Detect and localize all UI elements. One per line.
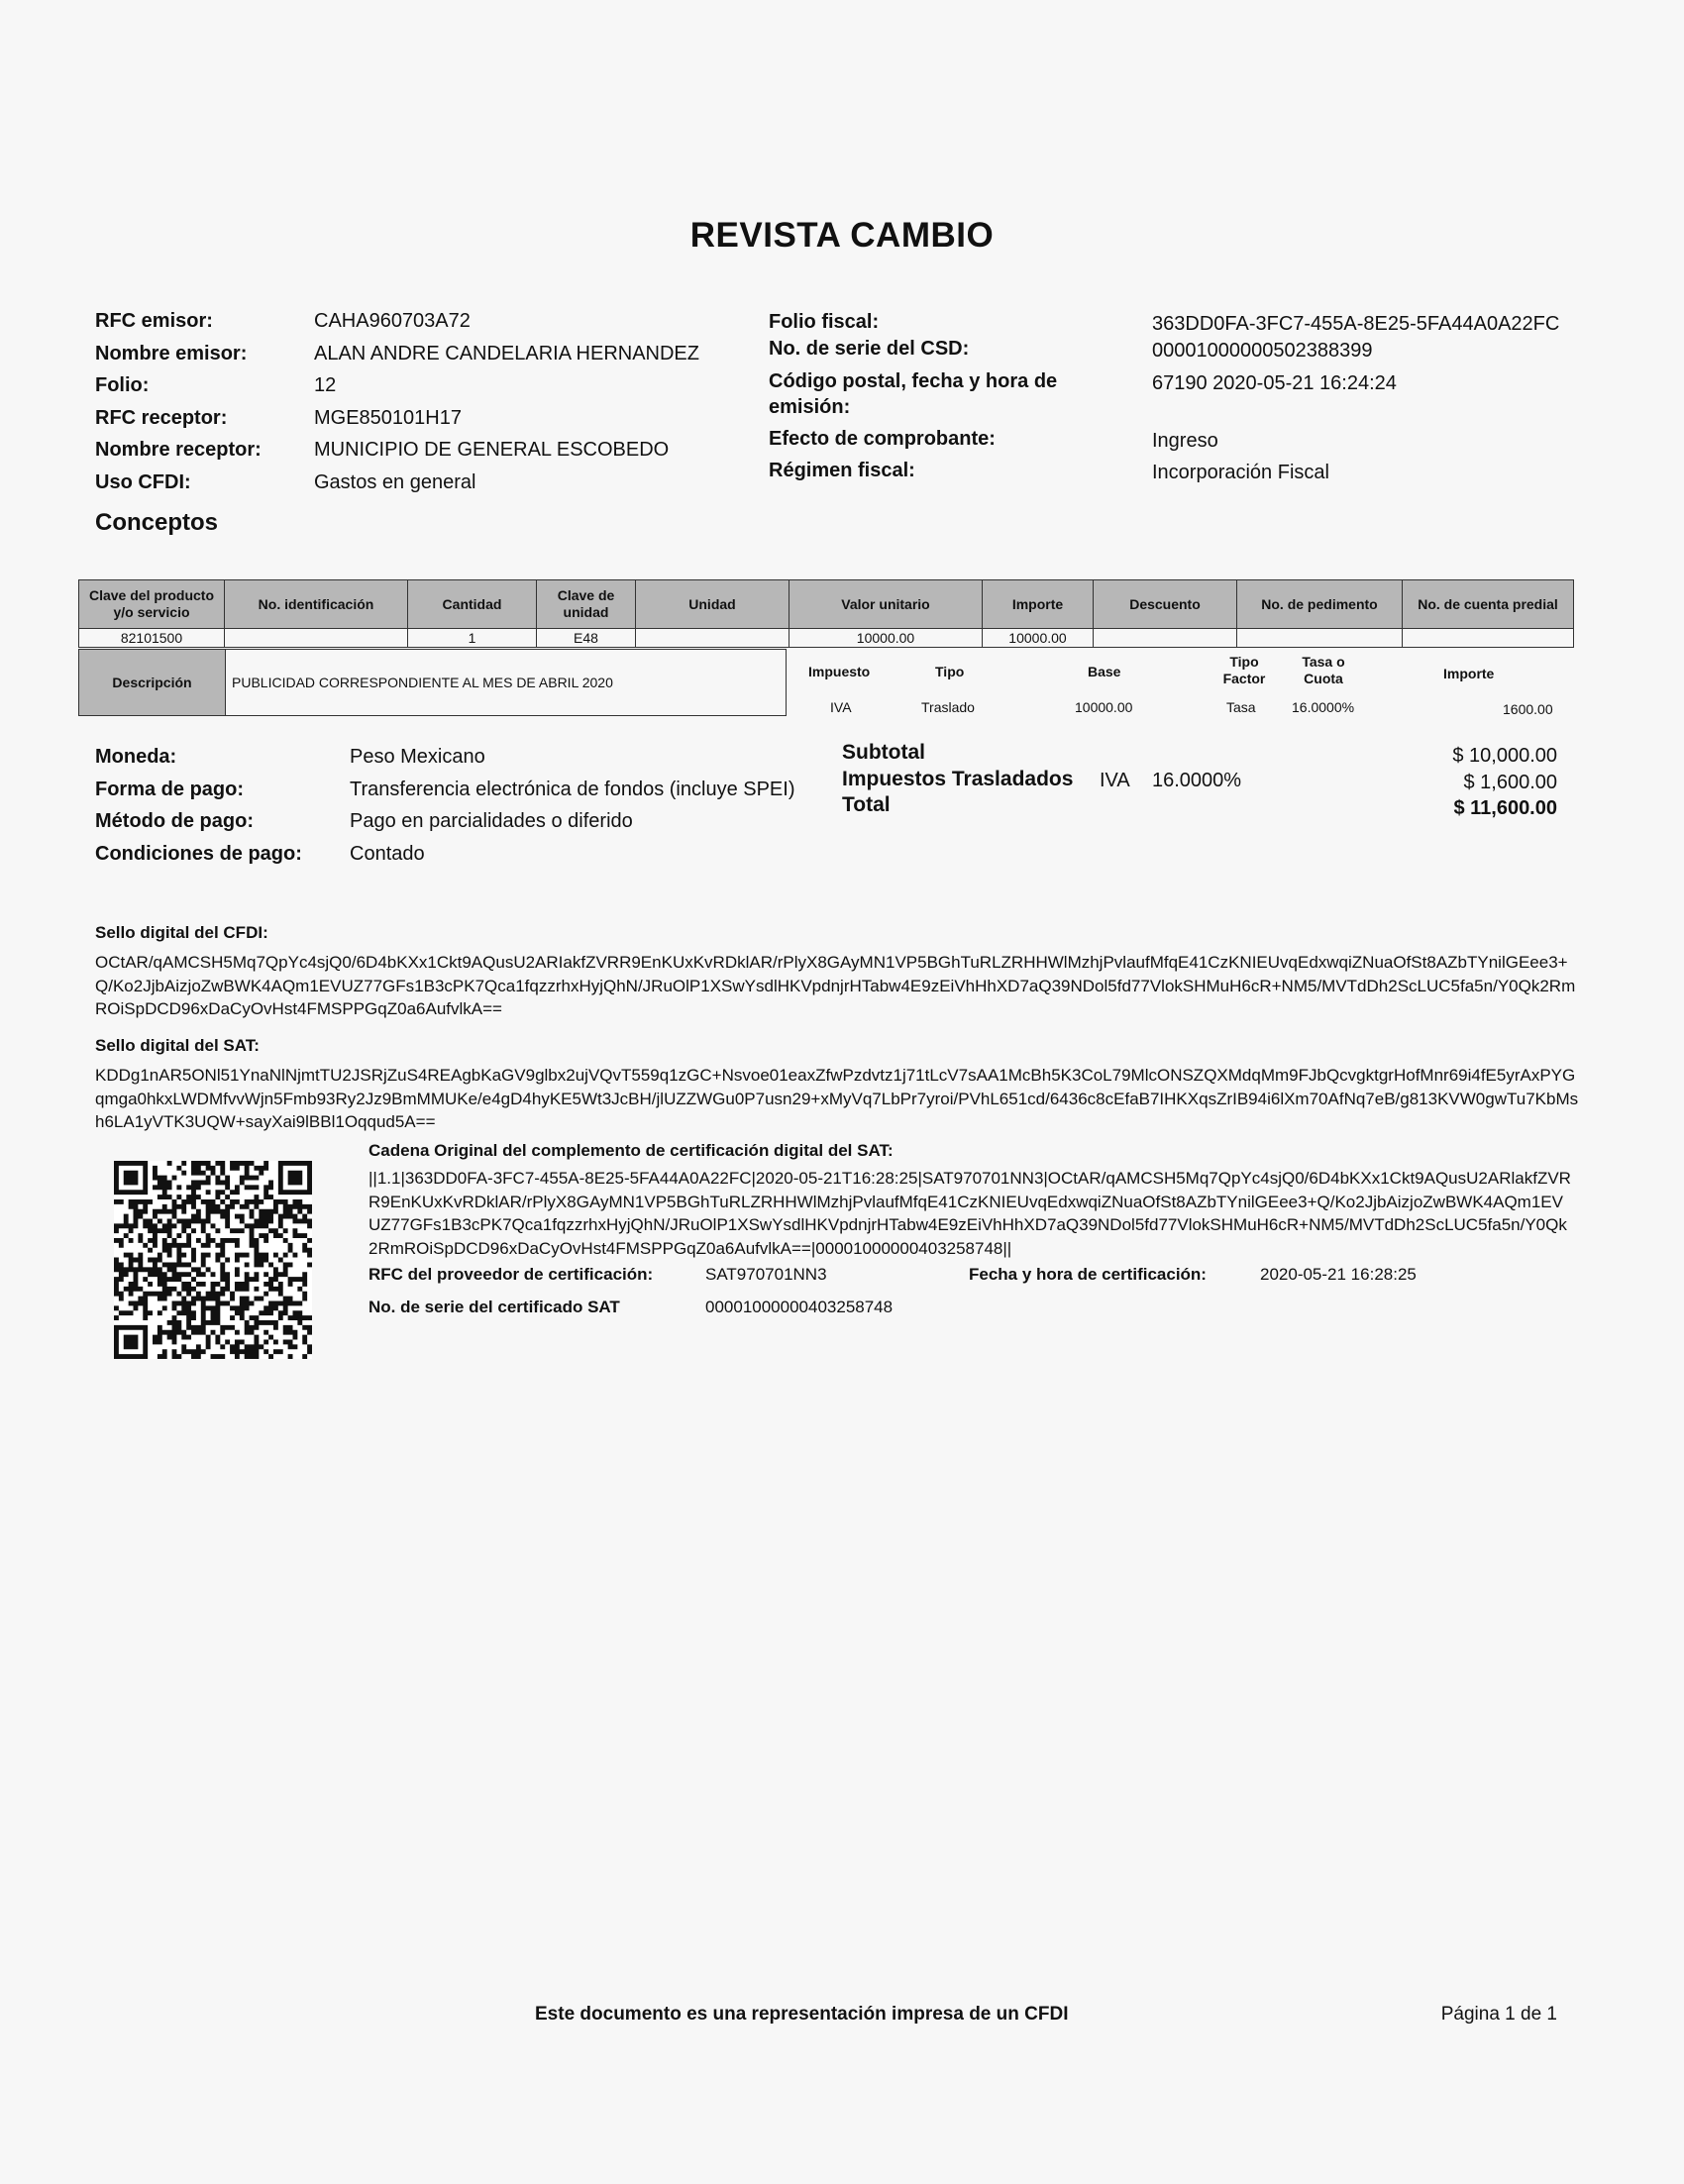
cell-valor-unitario: 10000.00 bbox=[789, 629, 983, 648]
rfc-receptor-value: MGE850101H17 bbox=[314, 406, 462, 429]
condiciones-pago-value: Contado bbox=[350, 842, 425, 865]
pago-values bbox=[350, 741, 794, 870]
descripcion-text: PUBLICIDAD CORRESPONDIENTE AL MES DE ABRIL 2020 bbox=[232, 675, 613, 690]
emisor-values bbox=[314, 305, 699, 498]
col-valor-unitario: Valor unitario bbox=[789, 580, 983, 629]
conceptos-title: Conceptos bbox=[95, 509, 219, 536]
descripcion-box bbox=[78, 649, 787, 716]
moneda-label: Moneda: bbox=[95, 746, 177, 768]
cadena-original-label: Cadena Original del complemento de certificación digital del SAT: bbox=[368, 1141, 894, 1160]
document-title: REVISTA CAMBIO bbox=[689, 216, 995, 255]
serie-certificado-sat-label: No. de serie del certificado SAT bbox=[368, 1298, 620, 1316]
uso-cfdi-value: Gastos en general bbox=[314, 470, 476, 493]
sello-sat-text: KDDg1nAR5ONl51YnaNlNjmtTU2JSRjZuS4REAgbKaGV9glbx2ujVQvT559q1zGC+Nsvoe01eaxZfwPzdvtz1j71tLcV7sAA1McBh5K3CoL79MlcONSZQXMdqMm9FJbQcvgktgrHofMnr69i4fE5yrAxPYGqmga0hkxLWDMfvvWjn5Fmb93Ry2Jz9BmMMUKe/e4gD4hyKE5Wt3JcBH/jlUZZWGu0P7usn29+xMyVq7LbPr7yroi/PVhL651cd/6436c8cEfaB7IHKXqsZrIB94i6lXm70AfNq7eB/g813KVW0gwTu7KbMsh6LA1yVTK3UQW+sayXai9lBBl1Oqqud5A== bbox=[95, 1066, 1579, 1131]
regimen-label: Régimen fiscal: bbox=[769, 460, 915, 481]
col-clave-unidad: Clave de unidad bbox=[537, 580, 636, 629]
metodo-pago-label: Método de pago: bbox=[95, 810, 254, 832]
impuestos-value: $ 1,600.00 bbox=[1463, 772, 1557, 793]
proveedor-certificacion-value: SAT970701NN3 bbox=[705, 1265, 827, 1284]
col-clave-producto: Clave del producto y/o servicio bbox=[79, 580, 225, 629]
impuestos-trasladados-label: Impuestos Trasladados bbox=[842, 768, 1074, 790]
total-value: $ 11,600.00 bbox=[1453, 797, 1557, 819]
footer-note: Este documento es una representación impresa de un CFDI bbox=[535, 2004, 1069, 2025]
col-unidad: Unidad bbox=[636, 580, 789, 629]
forma-pago-value: Transferencia electrónica de fondos (incluye SPEI) bbox=[350, 778, 795, 800]
cell-no-id bbox=[225, 629, 408, 648]
nombre-receptor-value: MUNICIPIO DE GENERAL ESCOBEDO bbox=[314, 439, 670, 461]
cell-descuento bbox=[1094, 629, 1237, 648]
uso-cfdi-label: Uso CFDI: bbox=[95, 470, 191, 493]
cell-cantidad: 1 bbox=[408, 629, 537, 648]
tax-header-tipo-factor: Tipo Factor bbox=[1222, 654, 1266, 686]
folio-label: Folio: bbox=[95, 374, 150, 396]
folio-fiscal-value: 363DD0FA-3FC7-455A-8E25-5FA44A0A22FC bbox=[1152, 313, 1560, 335]
serie-certificado-sat-value: 00001000000403258748 bbox=[705, 1298, 894, 1316]
tax-tasa: 16.0000% bbox=[1292, 699, 1355, 715]
fecha-certificacion-value: 2020-05-21 16:28:25 bbox=[1260, 1265, 1417, 1284]
rfc-receptor-label: RFC receptor: bbox=[95, 406, 228, 429]
tax-header-importe: Importe bbox=[1443, 666, 1495, 681]
rfc-emisor-value: CAHA960703A72 bbox=[314, 310, 471, 332]
cell-clave-unidad: E48 bbox=[537, 629, 636, 648]
tax-impuesto: IVA bbox=[830, 699, 852, 715]
serie-csd-value: 00001000000502388399 bbox=[1152, 340, 1373, 362]
conceptos-header-row bbox=[79, 580, 1574, 629]
nombre-emisor-label: Nombre emisor: bbox=[95, 342, 248, 364]
impuestos-tasa: 16.0000% bbox=[1152, 770, 1242, 791]
fecha-certificacion-label: Fecha y hora de certificación: bbox=[969, 1265, 1207, 1284]
cell-no-pedimento bbox=[1237, 629, 1403, 648]
subtotal-value: $ 10,000.00 bbox=[1452, 745, 1557, 767]
sello-sat-label: Sello digital del SAT: bbox=[95, 1036, 260, 1055]
proveedor-certificacion-label: RFC del proveedor de certificación: bbox=[368, 1265, 654, 1284]
col-importe: Importe bbox=[983, 580, 1094, 629]
sello-cfdi-text: OCtAR/qAMCSH5Mq7QpYc4sjQ0/6D4bKXx1Ckt9AQusU2ARIakfZVRR9EnKUxKvRDklAR/rPlyX8GAyMN1VP5BGhTuRLZRHHWlMzhjPvlaufMfqE41CzKNIEUvqEdxwqiZNuaOfSt8AZbTYnilGEee3+Q/Ko2JjbAizjoZwBWK4AQm1EVUZ77GFs1B3cPK7Qca1fqzzrhxHyjQhN/JRuOlP1XSwYsdlHKVpdnjrHTabw4E9zEiVhHhXD7aQ39NDol5fd77VlokSHMuH6cR+NM5/MVTdDh2ScLUC5fa5n/Y0Qk2RmROiSpDCD96xDaCyOvHst4FMSPPGqZ0a6AufvlkA== bbox=[95, 953, 1576, 1018]
emisor-labels bbox=[95, 305, 262, 498]
tax-header-impuesto: Impuesto bbox=[808, 664, 871, 679]
serie-csd-label: No. de serie del CSD: bbox=[769, 338, 970, 360]
cell-unidad bbox=[636, 629, 789, 648]
rfc-emisor-label: RFC emisor: bbox=[95, 310, 213, 332]
page-number: Página 1 de 1 bbox=[1440, 2004, 1557, 2025]
qr-code-image bbox=[114, 1161, 312, 1359]
pago-labels bbox=[95, 741, 302, 870]
conceptos-table bbox=[78, 579, 1574, 648]
cp-fecha-label-2: emisión: bbox=[769, 396, 851, 418]
efecto-value: Ingreso bbox=[1152, 430, 1218, 452]
tax-base: 10000.00 bbox=[1075, 699, 1133, 715]
tax-header-base: Base bbox=[1088, 664, 1121, 679]
tax-importe: 1600.00 bbox=[1503, 701, 1553, 717]
subtotal-label: Subtotal bbox=[842, 741, 925, 764]
tax-header-tasa: Tasa o Cuota bbox=[1302, 654, 1345, 686]
col-no-pedimento: No. de pedimento bbox=[1237, 580, 1403, 629]
nombre-emisor-value: ALAN ANDRE CANDELARIA HERNANDEZ bbox=[314, 342, 699, 364]
efecto-label: Efecto de comprobante: bbox=[769, 428, 996, 450]
col-no-identificacion: No. identificación bbox=[225, 580, 408, 629]
moneda-value: Peso Mexicano bbox=[350, 746, 485, 768]
col-descuento: Descuento bbox=[1094, 580, 1237, 629]
cp-fecha-label: Código postal, fecha y hora de bbox=[769, 370, 1058, 392]
tax-tipo: Traslado bbox=[921, 699, 975, 715]
cell-no-cuenta bbox=[1403, 629, 1574, 648]
regimen-value: Incorporación Fiscal bbox=[1152, 462, 1329, 483]
total-label: Total bbox=[842, 793, 891, 816]
forma-pago-label: Forma de pago: bbox=[95, 778, 245, 800]
cell-importe: 10000.00 bbox=[983, 629, 1094, 648]
nombre-receptor-label: Nombre receptor: bbox=[95, 439, 262, 461]
folio-value: 12 bbox=[314, 374, 337, 396]
table-row bbox=[79, 629, 1574, 648]
impuestos-tipo: IVA bbox=[1100, 770, 1130, 791]
tax-tipo-factor: Tasa bbox=[1226, 699, 1256, 715]
cadena-original-text: ||1.1|363DD0FA-3FC7-455A-8E25-5FA44A0A22FC|2020-05-21T16:28:25|SAT970701NN3|OCtAR/qAMCSH5Mq7QpYc4sjQ0/6D4bKXx1Ckt9AQusU2ARlakfZVRR9EnKUxKvRDklAR/rPlyX8GAyMN1VP5BGhTuRLZRHHWlMzhjPvlaufMfqE41CzKNIEUvqEdxwqiZNuaOfSt8AZbTYnilGEee3+Q/Ko2JjbAizjoZwBWK4AQm1EVUZ77GFs1B3cPK7Qca1fqzzrhxHyjQhN/JRuOlP1XSwYsdlHKVpdnjrHTabw4E9zEiVhHhXD7aQ39NDol5fd77VlokSHMuH6cR+NM5/MVTdDh2ScLUC5fa5n/Y0Qk2RmROiSpDCD96xDaCyOvHst4FMSPPGqZ0a6AufvlkA==|00001000000403258748|| bbox=[368, 1169, 1571, 1258]
descripcion-label: Descripción bbox=[79, 650, 226, 715]
col-no-cuenta-predial: No. de cuenta predial bbox=[1403, 580, 1574, 629]
condiciones-pago-label: Condiciones de pago: bbox=[95, 842, 302, 865]
sello-cfdi-label: Sello digital del CFDI: bbox=[95, 923, 268, 942]
tax-header-tipo: Tipo bbox=[935, 664, 965, 679]
col-cantidad: Cantidad bbox=[408, 580, 537, 629]
folio-fiscal-label: Folio fiscal: bbox=[769, 311, 880, 333]
cp-fecha-value: 67190 2020-05-21 16:24:24 bbox=[1152, 372, 1397, 394]
cell-clave: 82101500 bbox=[79, 629, 225, 648]
metodo-pago-value: Pago en parcialidades o diferido bbox=[350, 810, 633, 832]
